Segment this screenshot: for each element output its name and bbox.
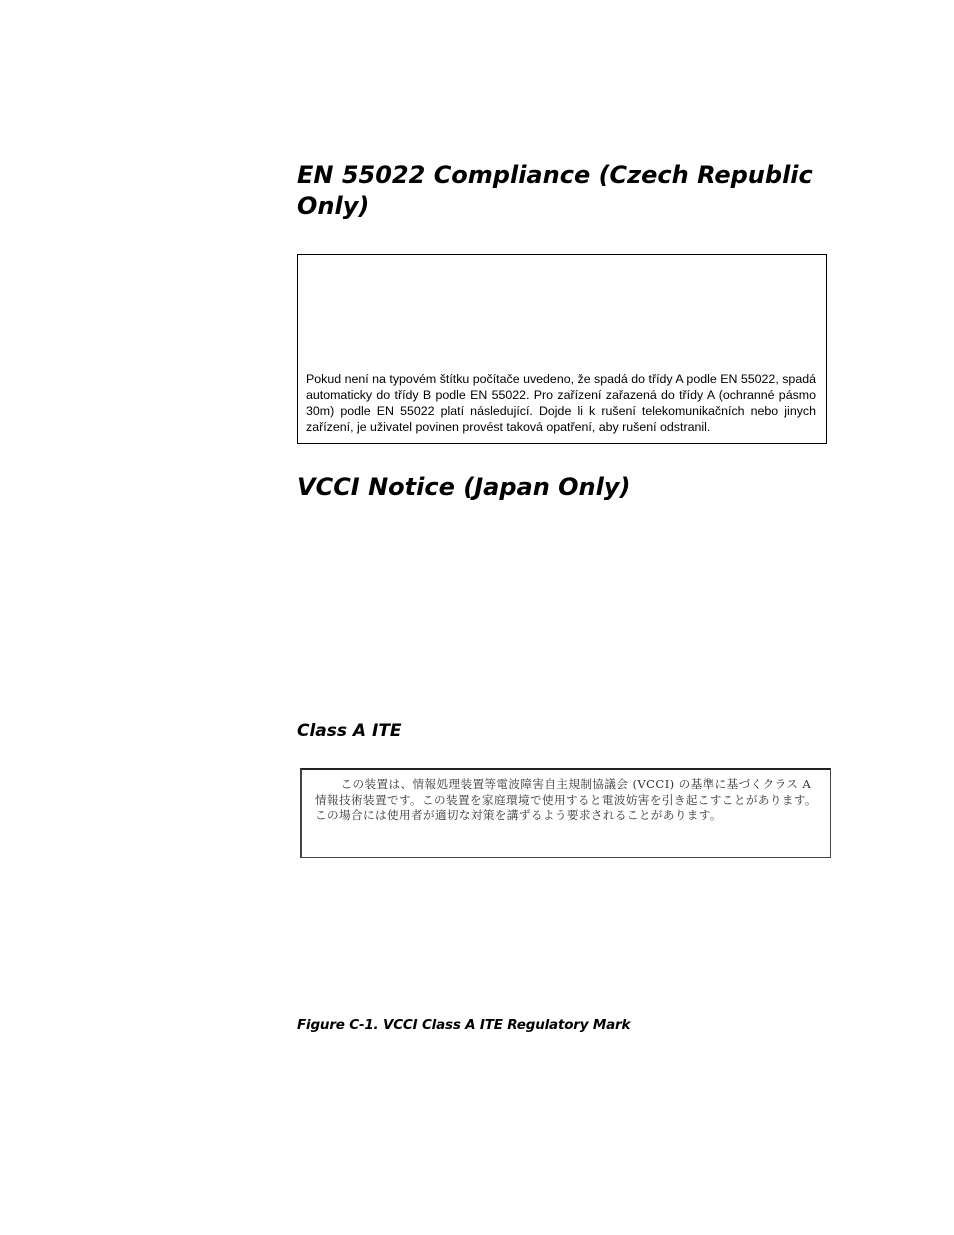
section-title-vcci-notice: VCCI Notice (Japan Only) [297, 473, 631, 501]
vcci-regulatory-mark [300, 768, 831, 858]
subsection-title-class-a-ite: Class A ITE [297, 721, 402, 741]
czech-notice-text: Pokud není na typovém štítku počítače uvedeno, že spadá do třídy A podle EN 55022, spadá automaticky do třídy B podle EN 55022. Pro zařízení zařazená do třídy A (ochranné pásmo 30m) podle EN 55022 platí následující. Dojde li k rušení telekomunikačních nebo jinych zařízení, je uživatel povinen provést taková opatření, aby rušení odstranil. [306, 372, 816, 434]
section-title-czech-compliance: EN 55022 Compliance (Czech Republic Only) [297, 161, 813, 220]
vcci-mark-text: この装置は、情報処理装置等電波障害自主規制協議会 (VCCI) の基準に基づくクラス A 情報技術装置です。この装置を家庭環境で使用すると電波妨害を引き起こすことがあります。この場合には使用者が適切な対策を講ずるよう要求されることがあります。 [315, 777, 817, 822]
figure-caption: Figure C-1. VCCI Class A ITE Regulatory Mark [297, 1017, 631, 1033]
czech-notice-box [297, 254, 827, 444]
